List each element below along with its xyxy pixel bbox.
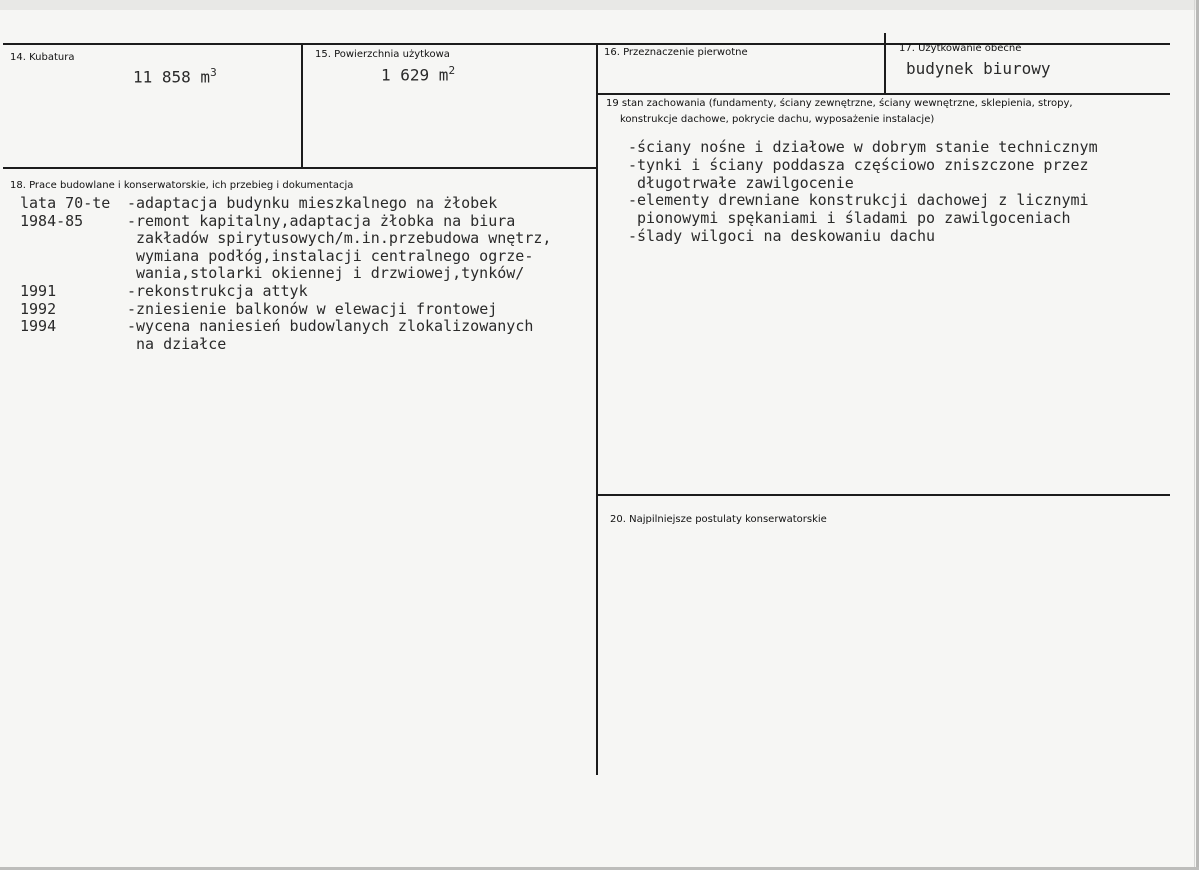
field-19-label-line1: 19 stan zachowania (fundamenty, ściany zewnętrzne, ściany wewnętrzne, sklepienia, stropy, [606,98,1073,109]
field-18-label: 18. Prace budowlane i konserwatorskie, ich przebieg i dokumentacja [10,180,354,191]
scan-right-edge-inner [1194,0,1195,870]
field-18-entry-text: -adaptacja budynku mieszkalnego na żłobek [127,194,498,212]
field-15-value [381,62,455,84]
center-divider [596,43,598,775]
field-18-entry-text: -rekonstrukcja attyk [127,282,308,300]
field-18-year: 1994 [20,317,57,336]
field-19-entry-line: -elementy drewniane konstrukcji dachowej z licznymi [628,191,1089,210]
field-18-year: 1991 [20,282,57,300]
field-18-entry-text: wymiana podłóg,instalacji centralnego ogrze- [136,246,534,265]
field-15-unit-exponent: 2 [448,64,456,77]
field-16-label: 16. Przeznaczenie pierwotne [604,47,748,58]
field-18-entry-text: zakładów spirytusowych/m.in.przebudowa wnętrz, [136,229,552,248]
field-18-entry-text: wania,stolarki okiennej i drzwiowej,tynków/ [136,264,525,283]
divider-14-15 [301,43,303,168]
field-17-value: budynek biurowy [906,59,1051,78]
field-15-number: 1 629 m [381,65,449,85]
field-17-label: 17. Użytkowanie obecne [899,43,1022,54]
field-14-value [133,64,217,86]
field-18-entry-text: -wycena naniesień budowlanych zlokalizowanych [127,317,534,336]
rule-under-14-15 [3,167,597,169]
field-19-entry-line: -ściany nośne i działowe w dobrym stanie technicznym [628,138,1098,156]
scan-top-edge [0,0,1199,10]
field-18-entry-text: na działce [136,334,227,353]
field-18-year: lata 70-te [20,194,111,212]
field-20-label: 20. Najpilniejsze postulaty konserwatorskie [610,514,827,525]
field-19-entry-line: pionowymi spękaniami i śladami po zawilgoceniach [628,209,1071,228]
field-18-entry-text: -zniesienie balkonów w elewacji frontowej [127,299,498,318]
field-19-entry-line: -tynki i ściany poddasza częściowo zniszczone przez [628,155,1089,174]
field-18-year: 1984-85 [20,211,84,230]
field-14-number: 11 858 m [133,67,211,87]
field-19-entry-line: -ślady wilgoci na deskowaniu dachu [628,227,936,245]
divider-16-17 [884,33,886,94]
field-18-entry-text: -remont kapitalny,adaptacja żłobka na biura [127,211,516,230]
field-19-entry-line: długotrwałe zawilgocenie [628,173,854,192]
field-19-label-line2: konstrukcje dachowe, pokrycie dachu, wyposażenie instalacje) [620,114,935,125]
field-14-unit-exponent: 3 [210,66,217,79]
field-14-label: 14. Kubatura [10,52,75,63]
rule-under-19 [597,494,1170,496]
field-15-label: 15. Powierzchnia użytkowa [315,49,450,60]
field-18-year: 1992 [20,299,57,318]
